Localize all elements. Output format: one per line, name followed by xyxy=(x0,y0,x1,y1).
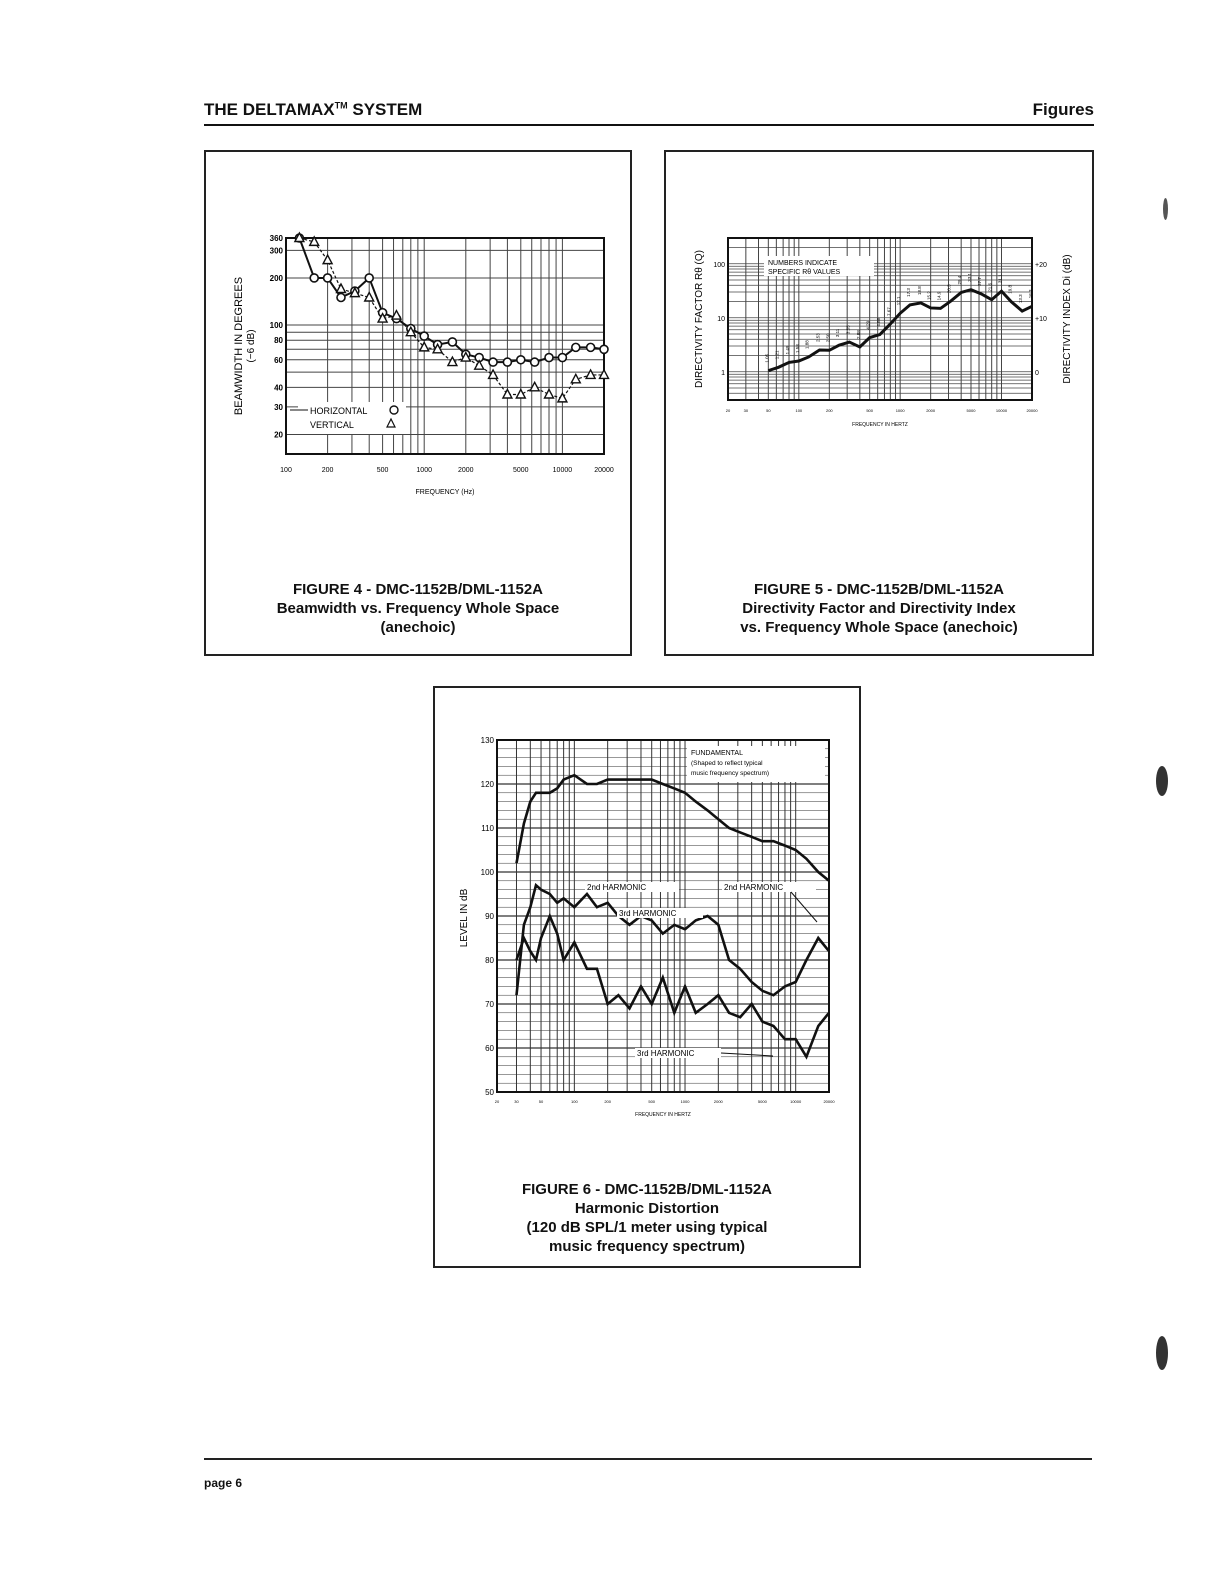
fig5-value-label: 7.67 xyxy=(886,307,892,316)
fig6-x-tick-label: 30 xyxy=(514,1099,519,1104)
fig5-value-label: 18.8 xyxy=(916,286,922,295)
fig5-y2-tick-label: 0 xyxy=(1035,369,1039,377)
fig5-value-label: 20.3 xyxy=(946,284,952,294)
figure-5-caption-line-2: Directivity Factor and Directivity Index xyxy=(742,600,1016,617)
figure-4-panel xyxy=(204,150,632,656)
fig6-x-tick-label: 100 xyxy=(571,1099,578,1104)
fig4-vertical-point xyxy=(586,370,595,379)
fig4-x-tick-label: 500 xyxy=(376,467,389,474)
fig4-x-tick-label: 100 xyxy=(280,467,292,474)
figure-6-caption-line-3: (120 dB SPL/1 meter using typical xyxy=(526,1219,768,1236)
figure-5-chart xyxy=(666,152,1092,552)
fig4-horizontal-point xyxy=(558,354,566,362)
fig6-second-harmonic-label-a: 2nd HARMONIC xyxy=(587,883,647,892)
fig5-value-label: 1.05 xyxy=(764,353,770,363)
fig4-vertical-point xyxy=(323,255,332,264)
fig4-y-tick-label: 20 xyxy=(274,430,283,440)
fig5-value-label: 27.7 xyxy=(977,277,983,286)
fig5-value-label: 19.8 xyxy=(1007,284,1013,294)
fig5-value-label: 15.2 xyxy=(926,291,932,300)
fig4-vertical-point xyxy=(475,361,484,370)
fig4-horizontal-point xyxy=(365,274,373,282)
fig4-y-tick-label: 40 xyxy=(274,383,283,393)
fig5-x-tick-label: 50 xyxy=(766,408,771,413)
fig4-legend-horizontal: HORIZONTAL xyxy=(310,406,368,416)
fig4-legend-vertical: VERTICAL xyxy=(310,420,354,430)
page-header xyxy=(204,100,1094,126)
figure-4-caption-line-1: FIGURE 4 - DMC-1152B/DML-1152A xyxy=(292,581,544,598)
figure-5-panel xyxy=(664,150,1094,656)
fig6-x-tick-label: 500 xyxy=(648,1099,656,1104)
fig5-value-label: 16.3 xyxy=(1028,289,1033,299)
fig4-horizontal-point xyxy=(587,343,595,351)
fig4-horizontal-point xyxy=(337,294,345,302)
fig6-x-tick-label: 2000 xyxy=(713,1099,723,1104)
fig4-x-tick-label: 5000 xyxy=(513,467,529,474)
fig5-annotation-line-1: NUMBERS INDICATE xyxy=(768,260,838,267)
fig6-x-tick-label: 10000 xyxy=(790,1099,802,1104)
fig4-horizontal-point xyxy=(545,354,553,362)
fig5-y2-axis-label: DIRECTIVITY INDEX Di (dB) xyxy=(1062,254,1073,384)
fig4-vertical-point xyxy=(336,284,345,293)
fig4-y-tick-label: 200 xyxy=(269,273,283,283)
figure-6-caption-line-2: Harmonic Distortion xyxy=(574,1200,720,1217)
fig4-x-axis-label: FREQUENCY (Hz) xyxy=(415,489,475,496)
fig5-y-axis-label: DIRECTIVITY FACTOR Rθ (Q) xyxy=(694,250,705,388)
fig4-x-tick-label: 10000 xyxy=(552,467,573,474)
fig6-fundamental-label-2: (Shaped to reflect typical xyxy=(691,760,763,767)
fig5-x-tick-label: 500 xyxy=(866,408,874,413)
fig6-x-axis-label: FREQUENCY IN HERTZ xyxy=(635,1112,691,1118)
fig6-y-tick-label: 90 xyxy=(485,912,494,921)
fig5-y2-tick-label: +20 xyxy=(1035,261,1047,269)
fig5-value-label: 1.58 xyxy=(794,344,800,354)
fig5-value-label: 31.1 xyxy=(997,274,1003,284)
punch-hole-top xyxy=(1163,198,1168,220)
fig4-horizontal-point xyxy=(420,332,428,340)
fig6-x-tick-label: 50 xyxy=(538,1099,544,1104)
fig6-y-axis-label: LEVEL IN dB xyxy=(459,888,470,948)
fig5-x-tick-label: 30 xyxy=(743,408,749,413)
fig6-y-tick-label: 80 xyxy=(485,956,494,965)
fig5-value-label: 12.1 xyxy=(896,296,902,306)
fig5-x-tick-label: 20000 xyxy=(1026,408,1038,413)
fig4-horizontal-point xyxy=(324,274,332,282)
fig6-x-tick-label: 200 xyxy=(604,1099,612,1104)
fig4-horizontal-point xyxy=(489,358,497,366)
fig4-horizontal-point xyxy=(517,356,525,364)
fig5-value-label: 4.88 xyxy=(875,317,881,327)
fig5-x-tick-label: 5000 xyxy=(966,408,976,413)
fig5-y-tick-label: 10 xyxy=(717,315,725,323)
page-number: page 6 xyxy=(204,1476,243,1490)
figure-4-caption-line-2: Beamwidth vs. Frequency Whole Space xyxy=(276,600,560,617)
fig4-horizontal-point xyxy=(503,358,511,366)
fig4-x-tick-label: 2000 xyxy=(458,467,474,474)
fig5-value-label: 13.3 xyxy=(1018,294,1024,304)
fig5-x-tick-label: 20 xyxy=(725,408,731,413)
punch-hole-bottom xyxy=(1156,1336,1168,1370)
fig5-value-label: 2.53 xyxy=(815,333,821,342)
figure-6-caption-line-1: FIGURE 6 - DMC-1152B/DML-1152A xyxy=(521,1181,773,1198)
fig5-value-label: 1.21 xyxy=(774,350,780,360)
fig5-value-label: 2.88 xyxy=(855,330,861,339)
fig5-x-tick-label: 200 xyxy=(825,408,833,413)
fig4-horizontal-point xyxy=(600,345,608,353)
figure-5-caption-line-1: FIGURE 5 - DMC-1152B/DML-1152A xyxy=(753,581,1005,598)
fig4-vertical-point xyxy=(516,389,525,398)
fig6-third-b-leader xyxy=(721,1053,773,1056)
fig5-value-label: 1.49 xyxy=(785,345,791,355)
fig6-y-tick-label: 130 xyxy=(480,736,494,745)
fig5-x-axis-label: FREQUENCY IN HERTZ xyxy=(852,422,908,428)
figure-6-caption-line-4: music frequency spectrum) xyxy=(549,1238,745,1255)
fig5-x-tick-label: 1000 xyxy=(895,408,905,413)
fig4-y-tick-label: 60 xyxy=(274,355,283,365)
fig5-value-label: 1.88 xyxy=(804,340,810,349)
fig5-value-label: 21.6 xyxy=(987,282,993,292)
fig4-x-tick-label: 1000 xyxy=(416,467,432,474)
fig4-horizontal-point xyxy=(310,274,318,282)
fig6-y-tick-label: 110 xyxy=(481,824,494,833)
fig5-y2-tick-label: +10 xyxy=(1035,315,1047,323)
document-title: THE DELTAMAX™ SYSTEM xyxy=(204,100,423,119)
figure-4-caption xyxy=(206,580,630,637)
fig4-y-axis-sublabel: (−6 dB) xyxy=(246,329,257,363)
fig4-x-tick-label: 200 xyxy=(321,467,334,474)
fig6-y-tick-label: 120 xyxy=(480,780,494,789)
fig4-legend-horizontal-marker xyxy=(390,406,398,414)
fig6-x-tick-label: 20000 xyxy=(823,1099,835,1104)
fig6-second-harmonic-label-b: 2nd HARMONIC xyxy=(724,883,784,892)
fig4-vertical-point xyxy=(545,389,554,398)
section-title: Figures xyxy=(1032,100,1094,119)
figure-5-caption xyxy=(666,580,1092,637)
fig4-vertical-point xyxy=(600,370,609,379)
fig6-x-tick-label: 5000 xyxy=(757,1099,767,1104)
footer-rule xyxy=(204,1458,1092,1460)
fig5-annotation-line-2: SPECIFIC Rθ VALUES xyxy=(768,269,841,276)
fig4-y-tick-label: 300 xyxy=(269,246,283,256)
figure-6-panel xyxy=(433,686,861,1268)
fig5-value-label: 17.3 xyxy=(905,288,911,297)
fig4-horizontal-point xyxy=(448,338,456,346)
fig4-vertical-point xyxy=(503,389,512,398)
fig4-y-tick-label: 100 xyxy=(269,321,283,331)
fig4-y-axis-label: BEAMWIDTH IN DEGREES xyxy=(233,276,245,416)
fig6-fundamental-label-3: music frequency spectrum) xyxy=(691,770,770,777)
fig6-y-tick-label: 70 xyxy=(485,1000,494,1009)
fig5-x-tick-label: 2000 xyxy=(926,408,936,413)
fig4-vertical-point xyxy=(571,374,580,383)
fig6-fundamental-label-1: FUNDAMENTAL xyxy=(691,750,743,757)
fig6-x-tick-label: 1000 xyxy=(680,1099,690,1104)
fig4-y-tick-label: 80 xyxy=(274,336,283,346)
fig6-y-tick-label: 60 xyxy=(485,1044,494,1053)
fig6-x-tick-label: 20 xyxy=(494,1099,500,1104)
fig5-value-label: 14.9 xyxy=(936,291,942,301)
fig5-value-label: 33.1 xyxy=(966,272,972,282)
fig5-value-label: 29.4 xyxy=(957,275,963,285)
fig4-horizontal-point xyxy=(531,358,539,366)
figure-4-chart xyxy=(206,152,630,552)
fig4-x-tick-label: 20000 xyxy=(594,467,614,474)
fig6-third-harmonic-label-b: 3rd HARMONIC xyxy=(637,1049,695,1058)
fig4-y-tick-label: 30 xyxy=(274,402,283,412)
fig5-y-tick-label: 100 xyxy=(713,261,725,269)
fig5-value-label: 3.11 xyxy=(835,328,841,338)
fig5-value-label: 2.50 xyxy=(825,333,831,343)
fig6-y-tick-label: 100 xyxy=(480,868,494,877)
fig4-y-tick-label: 360 xyxy=(269,234,283,243)
fig6-y-tick-label: 50 xyxy=(485,1088,494,1097)
punch-hole-middle xyxy=(1156,766,1168,796)
fig5-y-tick-label: 1 xyxy=(721,369,725,377)
fig5-x-tick-label: 100 xyxy=(795,408,803,413)
fig5-value-label: 3.55 xyxy=(845,325,851,335)
fig6-third-harmonic-label-a: 3rd HARMONIC xyxy=(619,909,677,918)
figure-5-caption-line-3: vs. Frequency Whole Space (anechoic) xyxy=(740,619,1018,636)
fig5-value-label: 4.29 xyxy=(865,320,871,330)
figure-6-chart xyxy=(435,688,859,1148)
fig4-horizontal-point xyxy=(572,343,580,351)
fig5-x-tick-label: 10000 xyxy=(995,408,1008,413)
fig4-vertical-line xyxy=(299,238,604,398)
figure-4-caption-line-3: (anechoic) xyxy=(380,619,456,636)
figure-6-caption xyxy=(435,1180,859,1256)
